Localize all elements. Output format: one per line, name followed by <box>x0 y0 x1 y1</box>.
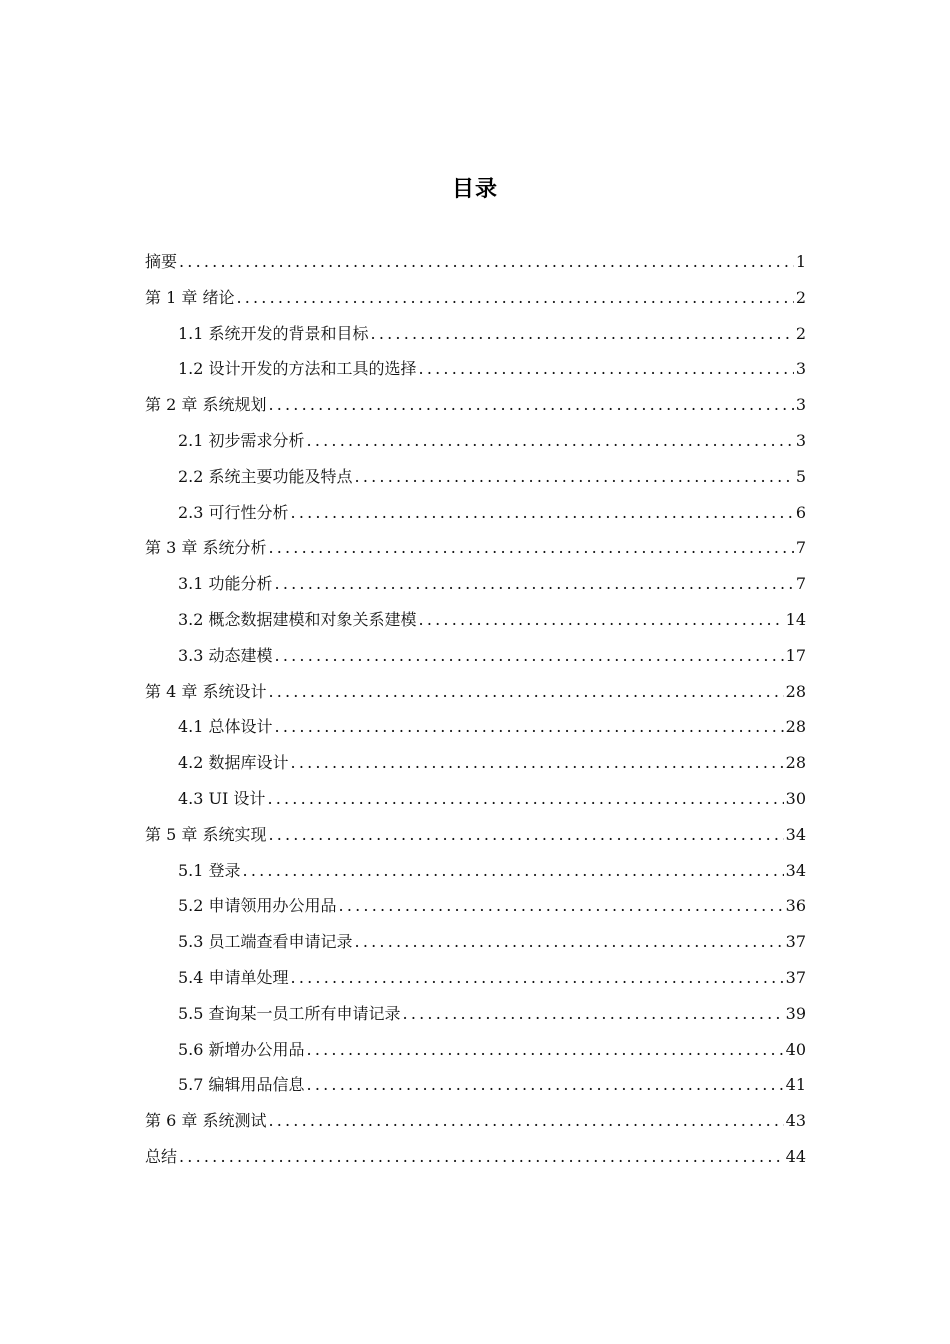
toc-entry[interactable] <box>145 1103 806 1139</box>
toc-entry[interactable] <box>145 423 806 459</box>
toc-dot-leader <box>267 781 783 817</box>
toc-entry-page-number: 7 <box>795 538 806 558</box>
toc-entry[interactable] <box>145 745 806 781</box>
toc-dot-leader <box>179 1139 784 1175</box>
toc-entry-label: 3.2 概念数据建模和对象关系建模 <box>178 609 417 629</box>
toc-dot-leader <box>307 1067 784 1103</box>
toc-entry-label: 1.2 设计开发的方法和工具的选择 <box>178 359 417 379</box>
toc-entry-page-number: 17 <box>785 645 806 665</box>
toc-dot-leader <box>275 638 784 674</box>
toc-entry-page-number: 43 <box>785 1111 806 1131</box>
toc-entry[interactable] <box>145 638 806 674</box>
toc-entry-label: 2.3 可行性分析 <box>178 502 289 522</box>
toc-entry[interactable] <box>145 709 806 745</box>
toc-dot-leader <box>291 495 794 531</box>
toc-entry-label: 5.3 员工端查看申请记录 <box>178 932 353 952</box>
toc-dot-leader <box>236 280 793 316</box>
toc-entry[interactable] <box>145 351 806 387</box>
toc-dot-leader <box>243 853 784 889</box>
page-title: 目录 <box>451 177 498 202</box>
toc-dot-leader <box>355 459 794 495</box>
toc-entry-page-number: 5 <box>795 466 806 486</box>
toc-dot-leader <box>339 888 784 924</box>
toc-entry[interactable] <box>145 888 806 924</box>
toc-entry-page-number: 37 <box>785 932 806 952</box>
toc-entry-label: 2.2 系统主要功能及特点 <box>178 466 353 486</box>
toc-entry-page-number: 7 <box>795 574 806 594</box>
toc-entry-label: 5.5 查询某一员工所有申请记录 <box>178 1003 401 1023</box>
toc-entry-label: 4.1 总体设计 <box>178 717 273 737</box>
toc-entry-page-number: 6 <box>795 502 806 522</box>
toc-entry[interactable] <box>145 566 806 602</box>
toc-entry-label: 4.2 数据库设计 <box>178 753 289 773</box>
table-of-contents <box>145 244 806 1175</box>
toc-entry-page-number: 28 <box>785 717 806 737</box>
toc-entry-label: 第 3 章 系统分析 <box>145 538 267 558</box>
toc-entry[interactable] <box>145 316 806 352</box>
toc-entry-page-number: 1 <box>795 252 806 271</box>
toc-entry-label: 5.4 申请单处理 <box>178 967 289 987</box>
toc-entry-label: 2.1 初步需求分析 <box>178 430 305 450</box>
toc-entry-page-number: 28 <box>785 753 806 773</box>
toc-entry-page-number: 34 <box>785 824 806 844</box>
toc-dot-leader <box>419 602 784 638</box>
toc-dot-leader <box>275 709 784 745</box>
toc-entry-label: 第 2 章 系统规划 <box>145 395 267 415</box>
toc-entry-page-number: 28 <box>785 681 806 701</box>
toc-entry-label: 5.6 新增办公用品 <box>178 1039 305 1059</box>
toc-entry[interactable] <box>145 960 806 996</box>
toc-entry-label: 第 4 章 系统设计 <box>145 681 267 701</box>
toc-entry[interactable] <box>145 387 806 423</box>
toc-dot-leader <box>371 316 794 352</box>
toc-entry-page-number: 2 <box>795 323 806 343</box>
toc-entry[interactable] <box>145 1139 806 1175</box>
toc-dot-leader <box>419 351 794 387</box>
toc-entry[interactable] <box>145 495 806 531</box>
toc-entry-page-number: 39 <box>785 1003 806 1023</box>
toc-entry-page-number: 40 <box>785 1039 806 1059</box>
toc-entry[interactable] <box>145 1032 806 1068</box>
toc-entry[interactable] <box>145 924 806 960</box>
toc-entry-label: 5.1 登录 <box>178 860 241 880</box>
toc-entry-label: 5.2 申请领用办公用品 <box>178 896 337 916</box>
toc-entry[interactable] <box>145 530 806 566</box>
toc-entry-page-number: 2 <box>795 287 806 307</box>
toc-dot-leader <box>268 674 783 710</box>
toc-entry[interactable] <box>145 781 806 817</box>
toc-entry[interactable] <box>145 853 806 889</box>
toc-entry-page-number: 30 <box>785 788 806 808</box>
toc-entry[interactable] <box>145 602 806 638</box>
toc-entry-page-number: 34 <box>785 860 806 880</box>
toc-dot-leader <box>179 244 794 280</box>
toc-entry[interactable] <box>145 674 806 710</box>
toc-entry-label: 第 1 章 绪论 <box>145 287 235 307</box>
toc-entry-label: 第 6 章 系统测试 <box>145 1111 267 1131</box>
toc-entry-label: 1.1 系统开发的背景和目标 <box>178 323 369 343</box>
toc-entry[interactable] <box>145 996 806 1032</box>
toc-entry-label: 4.3 UI 设计 <box>178 788 266 808</box>
toc-dot-leader <box>291 745 784 781</box>
toc-dot-leader <box>268 817 783 853</box>
toc-entry-page-number: 44 <box>785 1146 806 1166</box>
toc-dot-leader <box>355 924 784 960</box>
toc-entry[interactable] <box>145 1067 806 1103</box>
toc-entry-page-number: 3 <box>795 359 806 379</box>
toc-entry-page-number: 3 <box>795 430 806 450</box>
toc-entry-label: 3.1 功能分析 <box>178 574 273 594</box>
toc-entry-page-number: 3 <box>795 395 806 415</box>
toc-entry-page-number: 14 <box>785 609 806 629</box>
toc-entry-page-number: 37 <box>785 967 806 987</box>
toc-entry-label: 摘要 <box>145 252 178 271</box>
toc-entry-label: 3.3 动态建模 <box>178 645 273 665</box>
toc-entry[interactable] <box>145 244 806 280</box>
toc-dot-leader <box>307 423 794 459</box>
toc-entry-page-number: 36 <box>785 896 806 916</box>
toc-dot-leader <box>268 387 793 423</box>
toc-entry-label: 5.7 编辑用品信息 <box>178 1075 305 1095</box>
toc-entry[interactable] <box>145 817 806 853</box>
toc-entry-label: 总结 <box>145 1146 178 1166</box>
toc-entry-label: 第 5 章 系统实现 <box>145 824 267 844</box>
toc-dot-leader <box>403 996 784 1032</box>
toc-dot-leader <box>291 960 784 996</box>
toc-entry[interactable] <box>145 280 806 316</box>
toc-entry[interactable] <box>145 459 806 495</box>
toc-entry-page-number: 41 <box>785 1075 806 1095</box>
toc-dot-leader <box>268 530 793 566</box>
toc-dot-leader <box>307 1032 784 1068</box>
toc-dot-leader <box>268 1103 783 1139</box>
toc-dot-leader <box>275 566 794 602</box>
